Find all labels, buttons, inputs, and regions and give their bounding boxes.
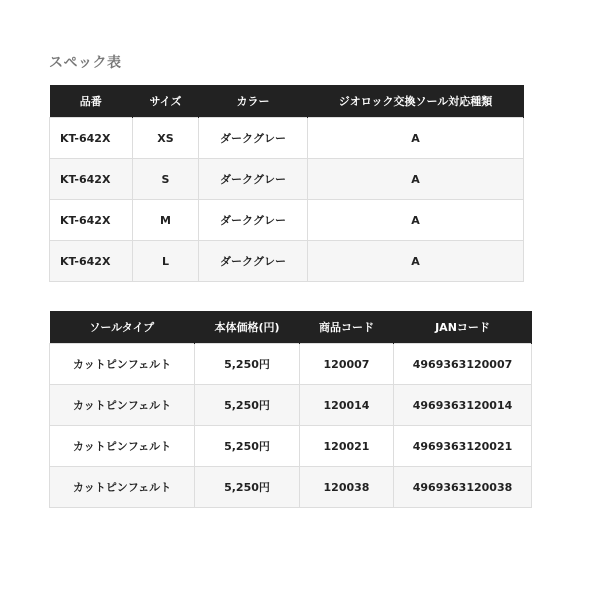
header-cell-price: 本体価格(円): [195, 311, 300, 344]
table-header-row: [50, 311, 532, 344]
table-row: [50, 426, 532, 467]
table-cell: ダークグレー: [199, 241, 308, 282]
table-cell: KT-642X: [50, 241, 133, 282]
table-cell: 5,250円: [195, 385, 300, 426]
header-cell-sole-type-compat: ジオロック交換ソール対応種類: [308, 85, 524, 118]
table-cell: KT-642X: [50, 200, 133, 241]
table-cell: カットピンフェルト: [50, 467, 195, 508]
table-cell: A: [308, 241, 524, 282]
spec-table-models: [49, 85, 524, 282]
table-cell: 5,250円: [195, 426, 300, 467]
table-cell: ダークグレー: [199, 200, 308, 241]
table-cell: 5,250円: [195, 344, 300, 385]
table-cell: 120038: [300, 467, 394, 508]
table-cell: 120021: [300, 426, 394, 467]
table-cell: ダークグレー: [199, 159, 308, 200]
table-cell: M: [133, 200, 199, 241]
table-cell: L: [133, 241, 199, 282]
table-cell: A: [308, 118, 524, 159]
table-cell: S: [133, 159, 199, 200]
table-cell: KT-642X: [50, 118, 133, 159]
table-row: [50, 200, 524, 241]
table-cell: 4969363120014: [394, 385, 532, 426]
table-header-row: [50, 85, 524, 118]
table-row: [50, 241, 524, 282]
header-cell-part-number: 品番: [50, 85, 133, 118]
spec-table-soles: [49, 311, 532, 508]
header-cell-sole-type: ソールタイプ: [50, 311, 195, 344]
table-cell: A: [308, 200, 524, 241]
table-cell: カットピンフェルト: [50, 344, 195, 385]
table-row: [50, 467, 532, 508]
table-cell: KT-642X: [50, 159, 133, 200]
table-cell: ダークグレー: [199, 118, 308, 159]
page-title: スペック表: [49, 55, 122, 71]
header-cell-size: サイズ: [133, 85, 199, 118]
header-cell-product-code: 商品コード: [300, 311, 394, 344]
table-row: [50, 344, 532, 385]
table-cell: A: [308, 159, 524, 200]
header-cell-jan-code: JANコード: [394, 311, 532, 344]
table-cell: 120007: [300, 344, 394, 385]
table-cell: 4969363120038: [394, 467, 532, 508]
table-row: [50, 159, 524, 200]
table-cell: カットピンフェルト: [50, 385, 195, 426]
header-cell-color: カラー: [199, 85, 308, 118]
table-cell: カットピンフェルト: [50, 426, 195, 467]
table-cell: 4969363120007: [394, 344, 532, 385]
table-cell: XS: [133, 118, 199, 159]
table-row: [50, 385, 532, 426]
table-row: [50, 118, 524, 159]
table-cell: 4969363120021: [394, 426, 532, 467]
table-cell: 120014: [300, 385, 394, 426]
table-cell: 5,250円: [195, 467, 300, 508]
